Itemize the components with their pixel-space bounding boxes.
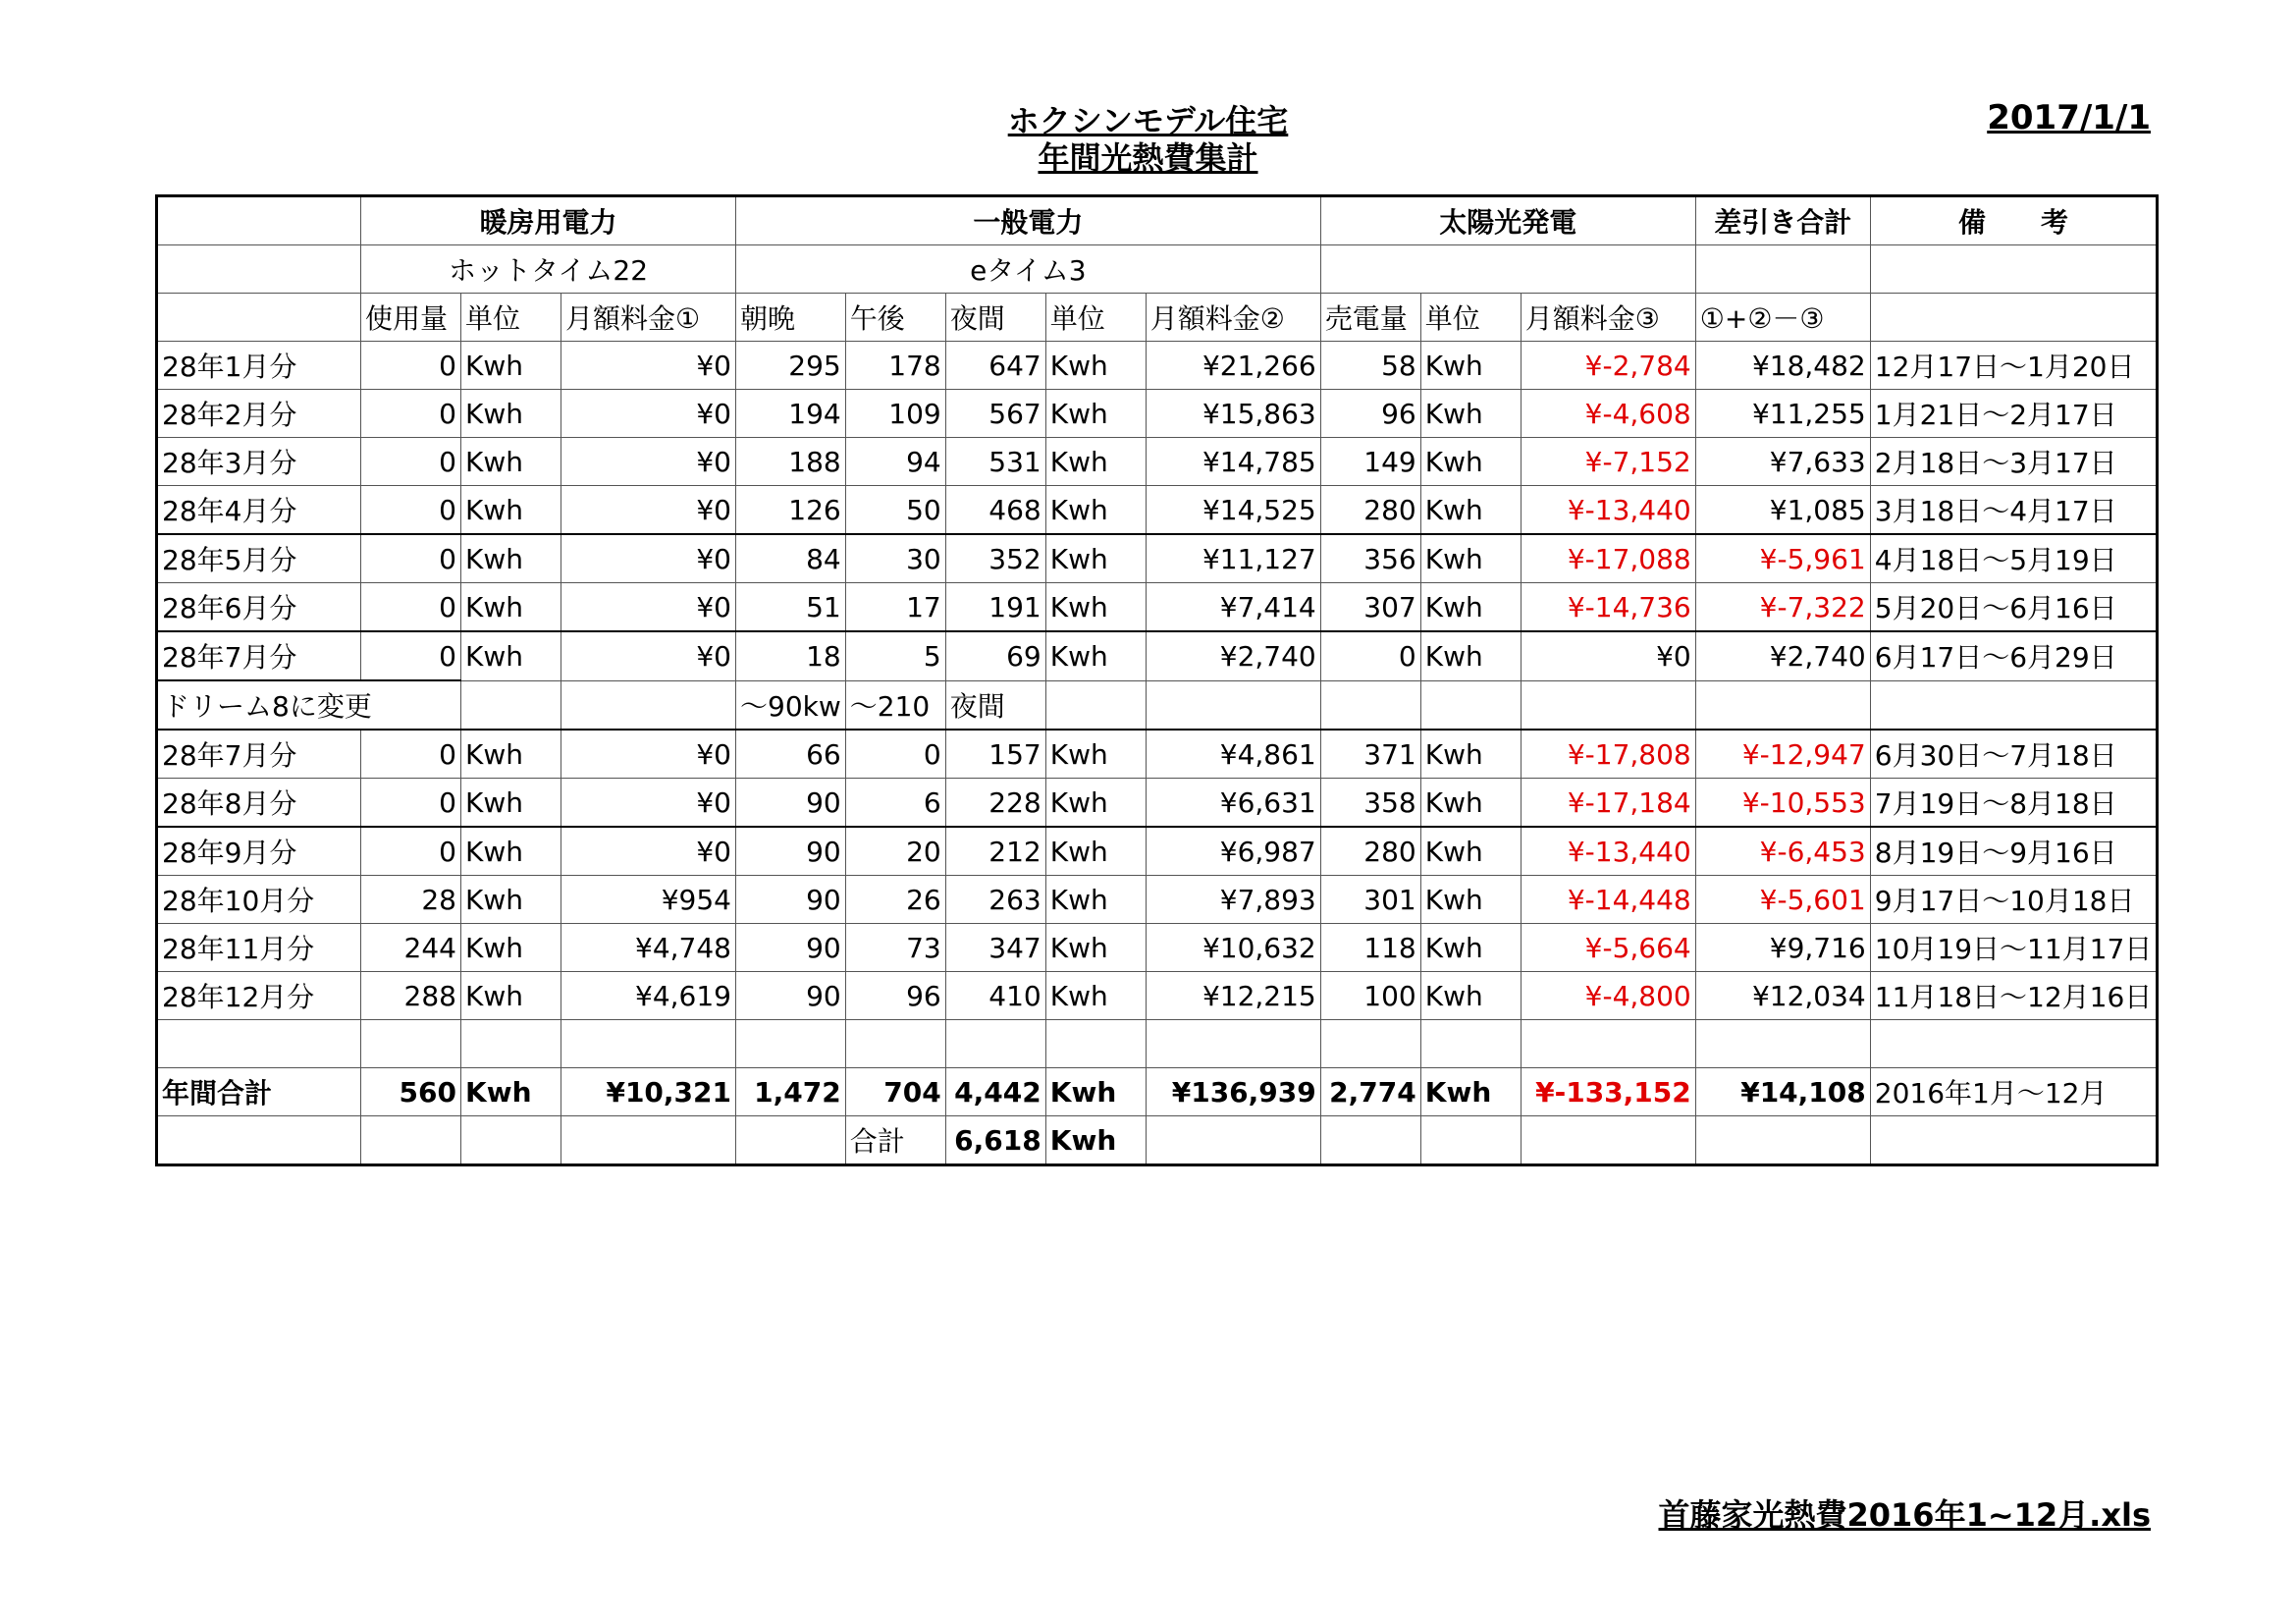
- table-cell: [1695, 680, 1870, 730]
- table-cell: Kwh: [1045, 583, 1146, 632]
- table-cell: ¥-17,808: [1521, 730, 1695, 779]
- table-cell: ¥0: [561, 583, 736, 632]
- table-cell: ¥-6,453: [1695, 827, 1870, 876]
- table-cell: ¥6,987: [1146, 827, 1320, 876]
- heating-plan: ホットタイム22: [361, 245, 736, 294]
- table-cell: 188: [736, 438, 846, 486]
- table-row: [157, 730, 2158, 779]
- table-cell: Kwh: [1420, 438, 1521, 486]
- table-cell: Kwh: [1045, 924, 1146, 972]
- row-label: 28年3月分: [157, 438, 361, 486]
- table-cell: ¥0: [561, 438, 736, 486]
- table-cell: 356: [1320, 534, 1420, 583]
- row-label: 年間合計: [157, 1068, 361, 1116]
- table-cell: 90: [736, 972, 846, 1020]
- table-cell: Kwh: [1045, 827, 1146, 876]
- table-cell: ¥-13,440: [1521, 486, 1695, 535]
- table-cell: Kwh: [461, 342, 561, 390]
- table-cell: 5月20日～6月16日: [1870, 583, 2158, 632]
- table-cell: Kwh: [1420, 730, 1521, 779]
- table-cell: [157, 1020, 361, 1068]
- table-cell: 90: [736, 827, 846, 876]
- table-cell: Kwh: [461, 876, 561, 924]
- table-cell: [1695, 1116, 1870, 1165]
- table-cell: ¥0: [561, 342, 736, 390]
- table-cell: Kwh: [1420, 583, 1521, 632]
- table-cell: ¥14,525: [1146, 486, 1320, 535]
- table-cell: ¥-17,088: [1521, 534, 1695, 583]
- table-cell: 647: [945, 342, 1045, 390]
- table-cell: 96: [1320, 390, 1420, 438]
- table-cell: Kwh: [1420, 390, 1521, 438]
- table-cell: 280: [1320, 486, 1420, 535]
- table-cell: ¥-133,152: [1521, 1068, 1695, 1116]
- table-cell: ¥10,321: [561, 1068, 736, 1116]
- table-cell: 280: [1320, 827, 1420, 876]
- table-cell: Kwh: [1420, 972, 1521, 1020]
- table-cell: 20: [845, 827, 945, 876]
- table-row: [157, 779, 2158, 828]
- table-cell: [1420, 1116, 1521, 1165]
- table-cell: Kwh: [1420, 631, 1521, 680]
- table-row: [157, 972, 2158, 1020]
- table-cell: 17: [845, 583, 945, 632]
- table-cell: Kwh: [1420, 1068, 1521, 1116]
- table-cell: ¥-5,601: [1695, 876, 1870, 924]
- table-cell: 126: [736, 486, 846, 535]
- table-cell: 212: [945, 827, 1045, 876]
- row-label: 28年7月分: [157, 631, 361, 680]
- table-row: [157, 486, 2158, 535]
- table-cell: 567: [945, 390, 1045, 438]
- table-cell: ¥136,939: [1146, 1068, 1320, 1116]
- table-cell: Kwh: [461, 583, 561, 632]
- table-cell: 1月21日～2月17日: [1870, 390, 2158, 438]
- table-cell: ¥14,108: [1695, 1068, 1870, 1116]
- table-cell: [561, 1116, 736, 1165]
- table-cell: Kwh: [461, 534, 561, 583]
- table-row: [157, 438, 2158, 486]
- table-cell: 244: [361, 924, 461, 972]
- table-cell: 90: [736, 924, 846, 972]
- table-cell: Kwh: [1420, 779, 1521, 828]
- table-cell: 149: [1320, 438, 1420, 486]
- table-cell: Kwh: [461, 779, 561, 828]
- table-cell: 0: [361, 438, 461, 486]
- table-cell: 178: [845, 342, 945, 390]
- table-cell: ¥2,740: [1695, 631, 1870, 680]
- column-header-empty: [1870, 294, 2158, 342]
- table-row: [157, 342, 2158, 390]
- row-label: 28年12月分: [157, 972, 361, 1020]
- morning-limit: ～90kw: [736, 680, 846, 730]
- column-header: 単位: [1420, 294, 1521, 342]
- table-cell: [736, 1116, 846, 1165]
- table-row: [157, 583, 2158, 632]
- table-cell: 0: [361, 779, 461, 828]
- table-cell: ¥0: [1521, 631, 1695, 680]
- table-cell: 90: [736, 779, 846, 828]
- table-cell: ¥11,255: [1695, 390, 1870, 438]
- table-cell: ¥21,266: [1146, 342, 1320, 390]
- table-row: [157, 534, 2158, 583]
- table-row: [157, 631, 2158, 680]
- table-cell: 2月18日～3月17日: [1870, 438, 2158, 486]
- table-cell: 30: [845, 534, 945, 583]
- table-cell: 28: [361, 876, 461, 924]
- column-header: 単位: [461, 294, 561, 342]
- table-cell: 288: [361, 972, 461, 1020]
- table-cell: ¥1,085: [1695, 486, 1870, 535]
- table-cell: Kwh: [1045, 779, 1146, 828]
- table-cell: 371: [1320, 730, 1420, 779]
- table-cell: [1146, 680, 1320, 730]
- table-cell: ¥0: [561, 486, 736, 535]
- general-header: 一般電力: [736, 196, 1321, 245]
- table-cell: [561, 1020, 736, 1068]
- table-cell: ¥2,740: [1146, 631, 1320, 680]
- table-cell: ¥-10,553: [1695, 779, 1870, 828]
- table-cell: ¥-2,784: [1521, 342, 1695, 390]
- table-cell: [1320, 1116, 1420, 1165]
- table-cell: 50: [845, 486, 945, 535]
- general-plan: eタイム3: [736, 245, 1321, 294]
- table-cell: Kwh: [1045, 1068, 1146, 1116]
- table-cell: [1521, 1116, 1695, 1165]
- table-cell: Kwh: [1045, 390, 1146, 438]
- column-header: 使用量: [361, 294, 461, 342]
- table-cell: 3月18日～4月17日: [1870, 486, 2158, 535]
- table-cell: 0: [361, 486, 461, 535]
- table-cell: 0: [845, 730, 945, 779]
- table-cell: 11月18日～12月16日: [1870, 972, 2158, 1020]
- table-cell: [1870, 680, 2158, 730]
- table-cell: ¥7,633: [1695, 438, 1870, 486]
- table-cell: [361, 1020, 461, 1068]
- total-row: [157, 1068, 2158, 1116]
- column-header-row: [157, 294, 2158, 342]
- table-cell: 704: [845, 1068, 945, 1116]
- column-header: 朝晩: [736, 294, 846, 342]
- table-cell: Kwh: [1420, 486, 1521, 535]
- table-cell: 58: [1320, 342, 1420, 390]
- table-cell: [1320, 1020, 1420, 1068]
- energy-cost-table: [155, 194, 2159, 1166]
- table-cell: ¥-14,736: [1521, 583, 1695, 632]
- table-cell: 18: [736, 631, 846, 680]
- row-label: 28年1月分: [157, 342, 361, 390]
- table-cell: 2,774: [1320, 1068, 1420, 1116]
- table-cell: Kwh: [1420, 876, 1521, 924]
- table-cell: ¥12,034: [1695, 972, 1870, 1020]
- table-cell: 0: [361, 730, 461, 779]
- table-cell: ¥-13,440: [1521, 827, 1695, 876]
- table-cell: 263: [945, 876, 1045, 924]
- column-header: 夜間: [945, 294, 1045, 342]
- document-subtitle: 年間光熱費集計: [1038, 139, 1258, 177]
- plan-change-row: [157, 680, 2158, 730]
- plan-change-label: ドリーム8に変更: [157, 680, 461, 730]
- table-cell: [1695, 1020, 1870, 1068]
- column-header: 月額料金②: [1146, 294, 1320, 342]
- table-cell: ¥14,785: [1146, 438, 1320, 486]
- table-cell: ¥0: [561, 390, 736, 438]
- table-cell: ¥-7,322: [1695, 583, 1870, 632]
- column-header: 単位: [1045, 294, 1146, 342]
- table-cell: 358: [1320, 779, 1420, 828]
- sum-label: 合計: [845, 1116, 945, 1165]
- table-cell: 0: [361, 342, 461, 390]
- table-cell: [561, 680, 736, 730]
- table-cell: [461, 1020, 561, 1068]
- table-cell: 109: [845, 390, 945, 438]
- table-cell: ¥-17,184: [1521, 779, 1695, 828]
- table-cell: 2016年1月～12月: [1870, 1068, 2158, 1116]
- table-cell: 118: [1320, 924, 1420, 972]
- row-label: 28年2月分: [157, 390, 361, 438]
- table-cell: Kwh: [461, 486, 561, 535]
- table-cell: 9月17日～10月18日: [1870, 876, 2158, 924]
- table-cell: 352: [945, 534, 1045, 583]
- net-header: 差引き合計: [1695, 196, 1870, 245]
- row-label: 28年6月分: [157, 583, 361, 632]
- table-cell: ¥0: [561, 779, 736, 828]
- table-cell: [1521, 680, 1695, 730]
- table-cell: 100: [1320, 972, 1420, 1020]
- table-cell: ¥-4,800: [1521, 972, 1695, 1020]
- table-cell: 73: [845, 924, 945, 972]
- table-cell: [1521, 1020, 1695, 1068]
- table-cell: 26: [845, 876, 945, 924]
- table-cell: 301: [1320, 876, 1420, 924]
- table-cell: ¥10,632: [1146, 924, 1320, 972]
- table-cell: Kwh: [1420, 924, 1521, 972]
- document-date: 2017/1/1: [1987, 98, 2151, 137]
- column-header: 午後: [845, 294, 945, 342]
- table-cell: ¥954: [561, 876, 736, 924]
- solar-header: 太陽光発電: [1320, 196, 1695, 245]
- table-cell: Kwh: [1420, 827, 1521, 876]
- empty-row: [157, 1020, 2158, 1068]
- plan-row: [157, 245, 2158, 294]
- table-cell: 4,442: [945, 1068, 1045, 1116]
- table-cell: ¥9,716: [1695, 924, 1870, 972]
- table-cell: Kwh: [461, 972, 561, 1020]
- table-cell: [461, 1116, 561, 1165]
- table-cell: 51: [736, 583, 846, 632]
- table-cell: [1420, 1020, 1521, 1068]
- table-cell: [945, 1020, 1045, 1068]
- table-cell: ¥-5,961: [1695, 534, 1870, 583]
- table-cell: ¥7,893: [1146, 876, 1320, 924]
- table-cell: 90: [736, 876, 846, 924]
- document-title: ホクシンモデル住宅: [1007, 102, 1289, 139]
- table-cell: 6月17日～6月29日: [1870, 631, 2158, 680]
- table-cell: 8月19日～9月16日: [1870, 827, 2158, 876]
- table-cell: 531: [945, 438, 1045, 486]
- table-cell: [361, 1116, 461, 1165]
- remarks-header: 備 考: [1870, 196, 2158, 245]
- row-label: 28年10月分: [157, 876, 361, 924]
- column-header: ①+②－③: [1695, 294, 1870, 342]
- table-cell: Kwh: [461, 390, 561, 438]
- table-cell: Kwh: [461, 1068, 561, 1116]
- table-cell: Kwh: [1045, 438, 1146, 486]
- table-cell: 6月30日～7月18日: [1870, 730, 2158, 779]
- table-cell: [1045, 1020, 1146, 1068]
- table-cell: Kwh: [1045, 534, 1146, 583]
- table-cell: ¥-14,448: [1521, 876, 1695, 924]
- table-cell: ¥0: [561, 534, 736, 583]
- table-cell: 228: [945, 779, 1045, 828]
- table-row: [157, 924, 2158, 972]
- afternoon-limit: ～210: [845, 680, 945, 730]
- table-cell: 0: [361, 827, 461, 876]
- table-cell: [1870, 1020, 2158, 1068]
- table-cell: 4月18日～5月19日: [1870, 534, 2158, 583]
- file-name: 首藤家光熱費2016年1~12月.xls: [1658, 1496, 2151, 1534]
- table-cell: [1146, 1116, 1320, 1165]
- sum-row: [157, 1116, 2158, 1165]
- table-cell: 5: [845, 631, 945, 680]
- night-label: 夜間: [945, 680, 1045, 730]
- table-cell: 12月17日～1月20日: [1870, 342, 2158, 390]
- table-cell: ¥0: [561, 730, 736, 779]
- table-cell: 307: [1320, 583, 1420, 632]
- table-cell: Kwh: [461, 730, 561, 779]
- row-label: 28年8月分: [157, 779, 361, 828]
- table-cell: 191: [945, 583, 1045, 632]
- row-label: 28年5月分: [157, 534, 361, 583]
- table-cell: ¥6,631: [1146, 779, 1320, 828]
- table-cell: 94: [845, 438, 945, 486]
- table-row: [157, 390, 2158, 438]
- table-cell: 560: [361, 1068, 461, 1116]
- column-header: 月額料金①: [561, 294, 736, 342]
- table-cell: Kwh: [1045, 876, 1146, 924]
- table-cell: ¥7,414: [1146, 583, 1320, 632]
- column-header: 月額料金③: [1521, 294, 1695, 342]
- table-cell: [736, 1020, 846, 1068]
- table-cell: 10月19日～11月17日: [1870, 924, 2158, 972]
- table-cell: 194: [736, 390, 846, 438]
- table-cell: Kwh: [1045, 972, 1146, 1020]
- table-cell: Kwh: [461, 631, 561, 680]
- table-cell: Kwh: [461, 438, 561, 486]
- table-cell: ¥-7,152: [1521, 438, 1695, 486]
- table-cell: 0: [361, 534, 461, 583]
- table-cell: [845, 1020, 945, 1068]
- table-cell: 0: [361, 631, 461, 680]
- table-cell: [157, 1116, 361, 1165]
- table-cell: 0: [361, 390, 461, 438]
- table-cell: 6: [845, 779, 945, 828]
- table-cell: 66: [736, 730, 846, 779]
- row-label: 28年11月分: [157, 924, 361, 972]
- table-cell: ¥0: [561, 631, 736, 680]
- table-cell: Kwh: [461, 924, 561, 972]
- table-cell: ¥12,215: [1146, 972, 1320, 1020]
- table-cell: ¥4,619: [561, 972, 736, 1020]
- table-cell: [1870, 1116, 2158, 1165]
- table-cell: [461, 680, 561, 730]
- column-header: 売電量: [1320, 294, 1420, 342]
- table-cell: ¥11,127: [1146, 534, 1320, 583]
- table-cell: ¥18,482: [1695, 342, 1870, 390]
- table-cell: [1320, 680, 1420, 730]
- row-label: 28年9月分: [157, 827, 361, 876]
- table-cell: 1,472: [736, 1068, 846, 1116]
- table-cell: ¥4,748: [561, 924, 736, 972]
- table-cell: 84: [736, 534, 846, 583]
- table-row: [157, 827, 2158, 876]
- table-cell: Kwh: [1045, 730, 1146, 779]
- table-cell: [1146, 1020, 1320, 1068]
- table-cell: ¥15,863: [1146, 390, 1320, 438]
- table-cell: [1045, 680, 1146, 730]
- table-cell: 347: [945, 924, 1045, 972]
- table-cell: 69: [945, 631, 1045, 680]
- table-cell: Kwh: [1420, 534, 1521, 583]
- table-cell: 295: [736, 342, 846, 390]
- table-cell: Kwh: [1420, 342, 1521, 390]
- table-cell: 0: [1320, 631, 1420, 680]
- table-row: [157, 876, 2158, 924]
- group-header-row: [157, 196, 2158, 245]
- table-cell: 0: [361, 583, 461, 632]
- row-label: 28年7月分: [157, 730, 361, 779]
- table-cell: Kwh: [1045, 342, 1146, 390]
- table-cell: 96: [845, 972, 945, 1020]
- table-cell: ¥-5,664: [1521, 924, 1695, 972]
- table-cell: 157: [945, 730, 1045, 779]
- table-cell: ¥-4,608: [1521, 390, 1695, 438]
- heating-header: 暖房用電力: [361, 196, 736, 245]
- table-cell: ¥-12,947: [1695, 730, 1870, 779]
- table-cell: 410: [945, 972, 1045, 1020]
- table-cell: 7月19日～8月18日: [1870, 779, 2158, 828]
- table-cell: Kwh: [461, 827, 561, 876]
- table-cell: ¥0: [561, 827, 736, 876]
- row-label: 28年4月分: [157, 486, 361, 535]
- sum-unit: Kwh: [1045, 1116, 1146, 1165]
- table-cell: [1420, 680, 1521, 730]
- table-cell: Kwh: [1045, 486, 1146, 535]
- table-cell: ¥4,861: [1146, 730, 1320, 779]
- table-cell: Kwh: [1045, 631, 1146, 680]
- table-cell: 468: [945, 486, 1045, 535]
- sum-value: 6,618: [945, 1116, 1045, 1165]
